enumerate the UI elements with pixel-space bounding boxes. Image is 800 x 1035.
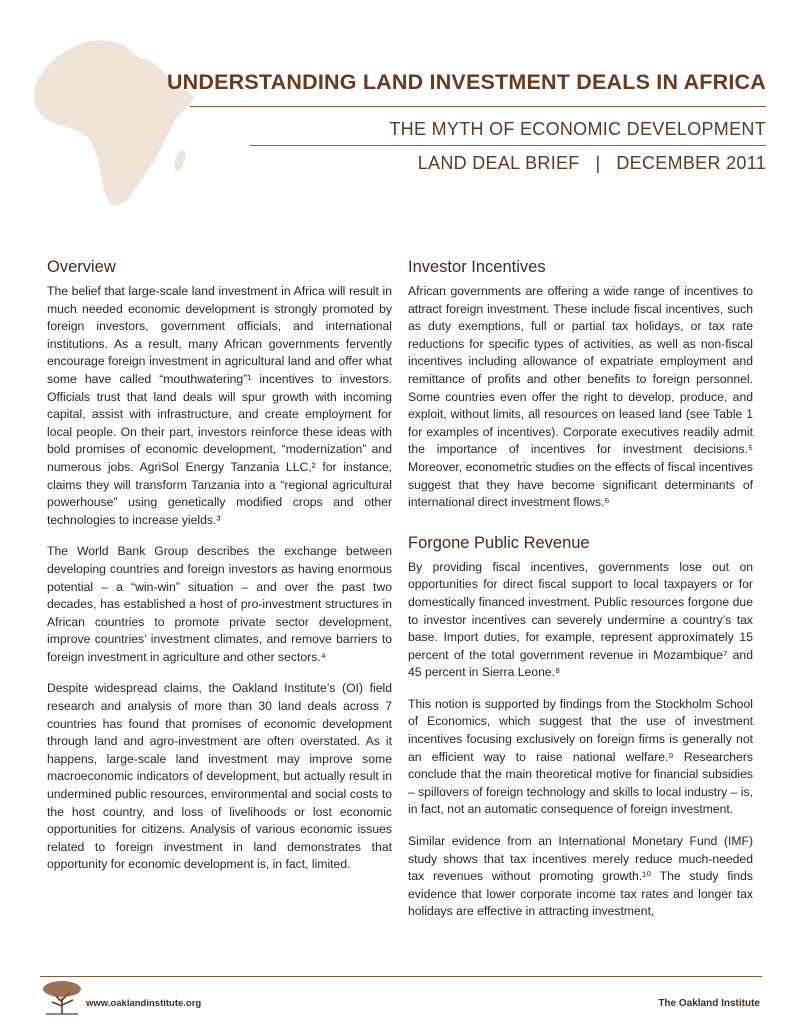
title-divider [190,106,766,107]
footer-organization: The Oakland Institute [658,998,760,1009]
document-subtitle: THE MYTH OF ECONOMIC DEVELOPMENT [389,119,766,139]
forgone-revenue-paragraph-2: This notion is supported by findings from the Stockholm School of Economics, which suggest that the use of investment incentives focusing exclusively on foreign firms is generally not an efficient way to raise national welfare.⁹ Researchers conclude that the main theoretical motive for financial subsidies – spillovers of foreign technology and skills to local industry – is, in fact, not an automatic consequence of foreign investment. [408,696,753,817]
forgone-revenue-paragraph-3: Similar evidence from an International Monetary Fund (IMF) study shows that tax incentives merely reduce much-needed tax revenues without promoting growth.¹⁰ The study finds evidence that lower corporate income tax rates and longer tax holidays are effective in attracting investment, [408,834,753,919]
document-title: UNDERSTANDING LAND INVESTMENT DEALS IN AFRICA [166,70,766,94]
africa-map-icon [28,36,198,211]
left-column [47,258,392,888]
overview-heading: Overview [47,258,116,276]
investor-incentives-heading: Investor Incentives [408,258,546,276]
subtitle-divider [250,145,766,146]
forgone-revenue-paragraph-1: By providing fiscal incentives, governments lose out on opportunities for direct fiscal support to local taxpayers or for domestically financed investment. Public resources forgone due to investor incentives can severely undermine a country’s tax base. Import duties, for example, represent approximately 15 percent of the total government revenue in Mozambique⁷ and 45 percent in Sierra Leone.⁸ [408,559,753,680]
forgone-revenue-heading: Forgone Public Revenue [408,533,590,552]
header [0,0,800,215]
overview-paragraph-3: Despite widespread claims, the Oakland Institute’s (OI) field research and analysis of more than 30 land deals across 7 countries has found that promises of economic development through land and agro-investment are often overstated. As it happens, large-scale land investment may improve some macroeconomic indicators of development, but actually result in undermined public resources, environmental and social costs to the host country, and loss of livelihoods or lost economic opportunities for citizens. Analysis of various economic issues related to foreign investment in land demonstrates that opportunity for economic development is, in fact, limited. [47,681,392,872]
footer-website-link[interactable]: www.oaklandinstitute.org [86,998,202,1009]
right-column [408,258,753,935]
investor-incentives-paragraph: African governments are offering a wide range of incentives to attract foreign investment. These include fiscal incentives, such as duty exemptions, full or partial tax holidays, or tax rate reductions for specific types of activities, as well as non-fiscal incentives including allowance of expatriate employment and remittance of profits and other benefits to foreign personnel. Some countries even offer the right to develop, produce, and exploit, without limits, all resources on leased land (see Table 1 for examples of incentives). Corporate executives readily admit the importance of incentives for investment decisions.⁵ Moreover, econometric studies on the effects of fiscal incentives suggest that they have become significant determinants of international direct investment flows.⁶ [408,284,753,510]
brief-date-line: LAND DEAL BRIEF | DECEMBER 2011 [417,153,766,173]
tree-logo-icon [40,978,84,1016]
footer-divider [40,976,762,977]
overview-paragraph-1: The belief that large-scale land investment in Africa will result in much needed economic development is strongly promoted by foreign investors, government officials, and international institutions. As a result, many African governments fervently encourage foreign investment in agricultural land and offer what some have called “mouthwatering”¹ incentives to investors. Officials trust that land deals will spur growth with incoming capital, assist with infrastructure, and create employment for local people. On their part, investors reinforce these ideas with bold promises of economic development, “modernization” and numerous jobs. AgriSol Energy Tanzania LLC,² for instance, claims they will transform Tanzania into a “regional agricultural powerhouse” using genetically modified crops and other technologies to increase yields.³ [47,284,392,527]
overview-paragraph-2: The World Bank Group describes the exchange between developing countries and foreign investors as having enormous potential – a “win-win” situation – and over the past two decades, has established a host of pro-investment structures in African countries to promote private sector development, improve countries’ investment climates, and remove barriers to foreign investment in agriculture and other sectors.⁴ [47,544,392,664]
